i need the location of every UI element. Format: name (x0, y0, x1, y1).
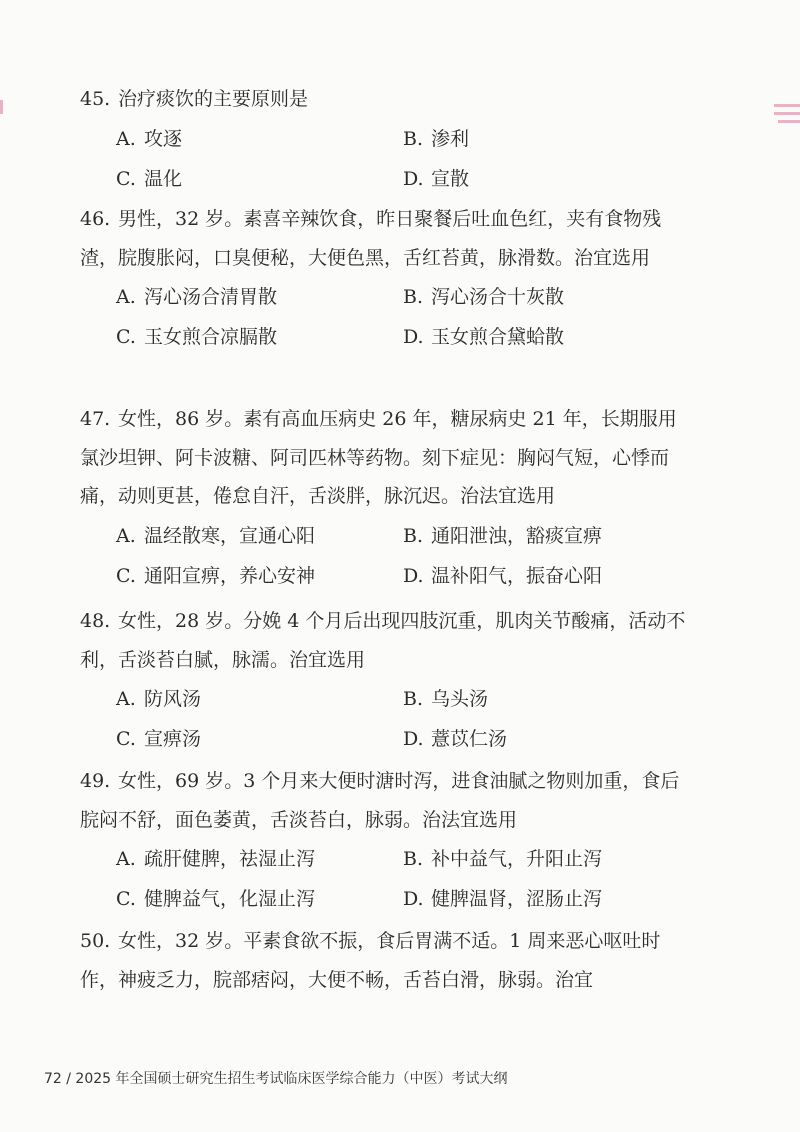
option-text: 疏肝健脾，祛湿止泻 (144, 848, 316, 870)
option-d[interactable] (403, 317, 690, 357)
question-46 (80, 200, 690, 357)
option-letter: D. (403, 167, 424, 190)
edge-mark (0, 100, 3, 114)
option-letter: D. (403, 888, 424, 910)
question-stem (80, 922, 690, 999)
option-letter: B. (403, 524, 424, 547)
option-text: 健脾温肾，涩肠止泻 (431, 888, 603, 910)
option-letter: B. (403, 688, 424, 710)
option-b[interactable] (403, 679, 690, 719)
edge-mark (774, 112, 800, 115)
option-letter: A. (116, 127, 136, 150)
question-stem (80, 762, 690, 839)
option-d[interactable] (403, 556, 690, 596)
option-a[interactable] (116, 277, 403, 317)
option-letter: C. (116, 888, 136, 910)
option-letter: A. (116, 848, 136, 870)
option-letter: B. (403, 127, 424, 150)
option-text: 宣痹汤 (144, 728, 202, 750)
question-number: 48. (80, 610, 111, 632)
options-row (116, 317, 690, 357)
stem-text: 女性，86 岁。素有高血压病史 26 年，糖尿病史 21 年，长期服用氯沙坦钾、阿卡波糖、阿司匹林等药物。刻下症见：胸闷气短，心悸而痛，动则更甚，倦怠自汗，舌淡胖，脉沉迟。治法宜选用 (80, 408, 677, 507)
option-text: 薏苡仁汤 (431, 728, 508, 750)
question-48 (80, 602, 690, 759)
option-text: 渗利 (431, 127, 470, 150)
option-letter: C. (116, 728, 136, 750)
options-row (116, 277, 690, 317)
option-text: 温化 (144, 167, 183, 190)
question-stem (80, 602, 690, 679)
stem-text: 女性，69 岁。3 个月来大便时溏时泻，进食油腻之物则加重，食后脘闷不舒，面色萎黄，舌淡苔白，脉弱。治法宜选用 (80, 770, 680, 831)
option-text: 攻逐 (144, 127, 183, 150)
option-c[interactable] (116, 317, 403, 357)
option-c[interactable] (116, 879, 403, 919)
question-number: 47. (80, 408, 111, 430)
option-c[interactable] (116, 719, 403, 759)
stem-text: 男性，32 岁。素喜辛辣饮食，昨日聚餐后吐血色红，夹有食物残渣，脘腹胀闷，口臭便秘，大便色黑，舌红苔黄，脉滑数。治宜选用 (80, 208, 662, 269)
option-letter: C. (116, 326, 136, 348)
question-45 (80, 80, 690, 199)
option-c[interactable] (116, 159, 403, 199)
option-text: 健脾益气，化湿止泻 (144, 888, 316, 910)
option-letter: D. (403, 728, 424, 750)
option-text: 通阳宣痹，养心安神 (144, 564, 316, 587)
option-letter: D. (403, 564, 424, 587)
option-c[interactable] (116, 556, 403, 596)
option-b[interactable] (403, 839, 690, 879)
option-letter: B. (403, 286, 424, 308)
stem-text: 女性，32 岁。平素食欲不振，食后胃满不适。1 周来恶心呕吐时作，神疲乏力，脘部痞闷，大便不畅，舌苔白滑，脉弱。治宜 (80, 930, 661, 991)
options-row (116, 516, 690, 556)
question-number: 50. (80, 930, 111, 952)
stem-text: 治疗痰饮的主要原则是 (118, 88, 309, 110)
option-text: 乌头汤 (431, 688, 489, 710)
option-text: 泻心汤合清胃散 (144, 286, 278, 308)
question-50 (80, 922, 690, 999)
option-a[interactable] (116, 679, 403, 719)
question-47 (80, 400, 690, 596)
option-text: 温经散寒，宣通心阳 (144, 524, 316, 547)
option-b[interactable] (403, 516, 690, 556)
option-letter: A. (116, 688, 136, 710)
question-stem (80, 200, 690, 277)
option-letter: A. (116, 286, 136, 308)
question-number: 45. (80, 88, 111, 110)
option-text: 补中益气，升阳止泻 (431, 848, 603, 870)
question-number: 46. (80, 208, 111, 230)
option-letter: A. (116, 524, 136, 547)
option-text: 温补阳气，振奋心阳 (431, 564, 603, 587)
option-letter: B. (403, 848, 424, 870)
option-text: 防风汤 (144, 688, 202, 710)
option-d[interactable] (403, 159, 690, 199)
options-row (116, 679, 690, 719)
edge-mark (774, 104, 800, 107)
option-a[interactable] (116, 516, 403, 556)
edge-mark (778, 120, 800, 123)
option-letter: D. (403, 326, 424, 348)
option-d[interactable] (403, 719, 690, 759)
page-footer: 72 / 2025 年全国硕士研究生招生考试临床医学综合能力（中医）考试大纲 (44, 1071, 508, 1087)
option-a[interactable] (116, 839, 403, 879)
question-stem (80, 80, 690, 119)
question-number: 49. (80, 770, 111, 792)
option-d[interactable] (403, 879, 690, 919)
option-b[interactable] (403, 277, 690, 317)
option-letter: C. (116, 564, 136, 587)
options-row (116, 839, 690, 879)
question-49 (80, 762, 690, 919)
options-row (116, 719, 690, 759)
question-stem (80, 400, 690, 516)
stem-text: 女性，28 岁。分娩 4 个月后出现四肢沉重，肌肉关节酸痛，活动不利，舌淡苔白腻，脉濡。治宜选用 (80, 610, 686, 671)
options-row (116, 119, 690, 159)
options-row (116, 159, 690, 199)
option-text: 泻心汤合十灰散 (431, 286, 565, 308)
option-text: 宣散 (431, 167, 470, 190)
option-text: 玉女煎合凉膈散 (144, 326, 278, 348)
option-text: 玉女煎合黛蛤散 (431, 326, 565, 348)
option-a[interactable] (116, 119, 403, 159)
options-row (116, 879, 690, 919)
option-text: 通阳泄浊，豁痰宣痹 (431, 524, 603, 547)
option-b[interactable] (403, 119, 690, 159)
option-letter: C. (116, 167, 136, 190)
options-row (116, 556, 690, 596)
